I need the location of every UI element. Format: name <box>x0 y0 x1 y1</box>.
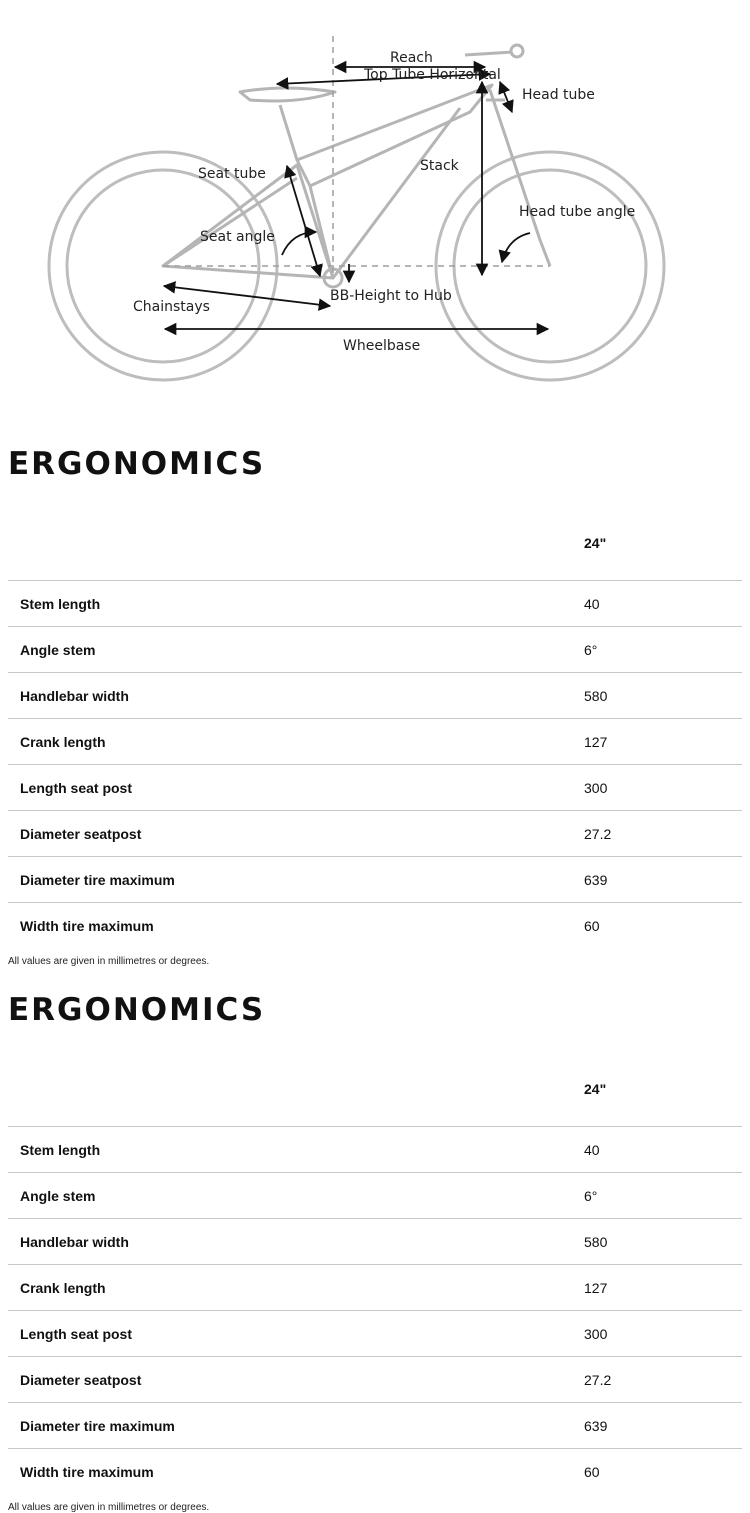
size-column-header: 24" <box>584 535 607 551</box>
row-label: Diameter seatpost <box>20 1372 142 1388</box>
ergonomics-table <box>8 1077 742 1494</box>
table-header <box>8 531 742 580</box>
table-row <box>8 1264 742 1310</box>
label-bb-height: BB-Height to Hub <box>330 288 452 304</box>
units-note: All values are given in millimetres or degrees. <box>8 1502 210 1513</box>
table-row <box>8 902 742 948</box>
size-column-header: 24" <box>584 1081 607 1097</box>
row-value: 60 <box>584 918 600 934</box>
row-value: 27.2 <box>584 1372 612 1388</box>
row-value: 40 <box>584 1142 600 1158</box>
row-value: 639 <box>584 1418 608 1434</box>
row-value: 60 <box>584 1464 600 1480</box>
row-label: Angle stem <box>20 1188 96 1204</box>
table-row <box>8 626 742 672</box>
row-value: 580 <box>584 688 608 704</box>
label-reach: Reach <box>390 50 433 66</box>
table-row <box>8 672 742 718</box>
row-label: Length seat post <box>20 1326 133 1342</box>
table-row <box>8 1448 742 1494</box>
row-value: 6° <box>584 642 598 658</box>
table-row <box>8 1356 742 1402</box>
row-label: Diameter tire maximum <box>20 872 175 888</box>
row-label: Width tire maximum <box>20 1464 154 1480</box>
row-label: Crank length <box>20 734 106 750</box>
table-row <box>8 1218 742 1264</box>
row-label: Handlebar width <box>20 1234 129 1250</box>
table-row <box>8 764 742 810</box>
units-note: All values are given in millimetres or degrees. <box>8 956 210 967</box>
row-label: Handlebar width <box>20 688 129 704</box>
label-seat-tube: Seat tube <box>198 166 266 182</box>
row-label: Length seat post <box>20 780 133 796</box>
bike-geometry-diagram <box>0 0 750 400</box>
label-seat-angle: Seat angle <box>200 229 275 245</box>
row-value: 27.2 <box>584 826 612 842</box>
label-stack: Stack <box>420 158 459 174</box>
row-value: 639 <box>584 872 608 888</box>
row-value: 300 <box>584 1326 608 1342</box>
row-value: 40 <box>584 596 600 612</box>
label-head-tube: Head tube <box>522 87 595 103</box>
row-value: 127 <box>584 734 608 750</box>
table-row <box>8 1310 742 1356</box>
row-label: Width tire maximum <box>20 918 154 934</box>
label-chainstays: Chainstays <box>133 299 210 315</box>
row-label: Crank length <box>20 1280 106 1296</box>
section-title: ERGONOMICS <box>8 446 266 482</box>
row-label: Diameter seatpost <box>20 826 142 842</box>
row-label: Stem length <box>20 596 101 612</box>
row-value: 6° <box>584 1188 598 1204</box>
label-head-tube-angle: Head tube angle <box>519 204 636 220</box>
table-row <box>8 1126 742 1172</box>
table-row <box>8 856 742 902</box>
table-row <box>8 810 742 856</box>
row-value: 580 <box>584 1234 608 1250</box>
bike-geometry-svg <box>0 0 750 400</box>
row-label: Angle stem <box>20 642 96 658</box>
ergonomics-table <box>8 531 742 948</box>
row-label: Stem length <box>20 1142 101 1158</box>
row-value: 300 <box>584 780 608 796</box>
row-value: 127 <box>584 1280 608 1296</box>
table-row <box>8 1172 742 1218</box>
ergonomics-section-1 <box>8 444 742 967</box>
table-row <box>8 1402 742 1448</box>
table-row <box>8 580 742 626</box>
section-title: ERGONOMICS <box>8 992 266 1028</box>
ergonomics-section-2 <box>8 990 742 1513</box>
row-label: Diameter tire maximum <box>20 1418 175 1434</box>
label-top-tube-horizontal: Top Tube Horizontal <box>364 67 501 83</box>
table-header <box>8 1077 742 1126</box>
table-row <box>8 718 742 764</box>
label-wheelbase: Wheelbase <box>343 338 421 354</box>
